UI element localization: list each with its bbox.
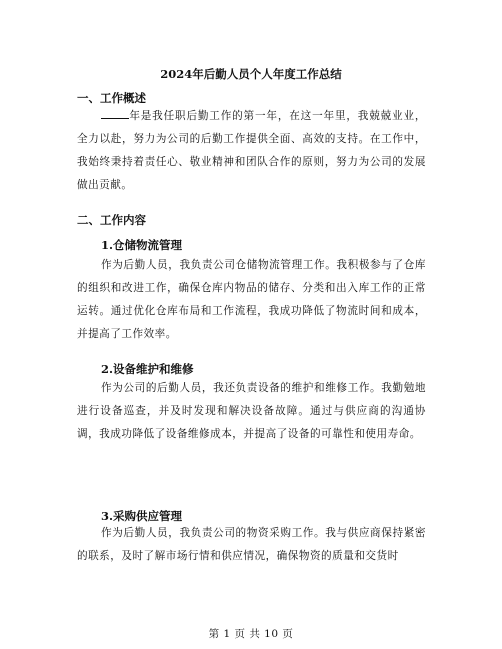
overview-text: 年是我任职后勤工作的第一年，在这一年里，我兢兢业业，全力以赴，努力为公司的后勤工作提供全面、高效的支持。在工作中，我始终秉持着责任心、敬业精神和团队合作的原则，努力为公司的发展做出贡献。	[77, 110, 426, 191]
subheading-procurement: 3.采购供应管理	[101, 509, 183, 523]
document-title: 2024年后勤人员个人年度工作总结	[160, 67, 342, 81]
procurement-paragraph: 作为后勤人员，我负责公司的物资采购工作。我与供应商保持紧密的联系，及时了解市场行情和供应情况，确保物资的质量和交货时	[77, 527, 426, 562]
section-heading-content: 二、工作内容	[77, 213, 146, 227]
subheading-warehouse: 1.仓储物流管理	[101, 238, 183, 252]
equipment-paragraph: 作为公司的后勤人员，我还负责设备的维护和维修工作。我勤勉地进行设备巡查，并及时发现和解决设备故障。通过与供应商的沟通协调，我成功降低了设备维修成本，并提高了设备的可靠性和使用寿命。	[77, 382, 426, 440]
section-heading-overview: 一、工作概述	[77, 91, 146, 105]
warehouse-paragraph: 作为后勤人员，我负责公司仓储物流管理工作。我积极参与了仓库的组织和改进工作，确保仓库内物品的储存、分类和出入库工作的正常运转。通过优化仓库布局和工作流程，我成功降低了物流时间和成本，并提高了工作效率。	[77, 259, 426, 340]
overview-paragraph	[77, 105, 426, 197]
subheading-equipment: 2.设备维护和维修	[101, 362, 194, 376]
blank-line	[101, 108, 129, 119]
page-footer: 第 1 页 共 10 页	[208, 628, 294, 640]
